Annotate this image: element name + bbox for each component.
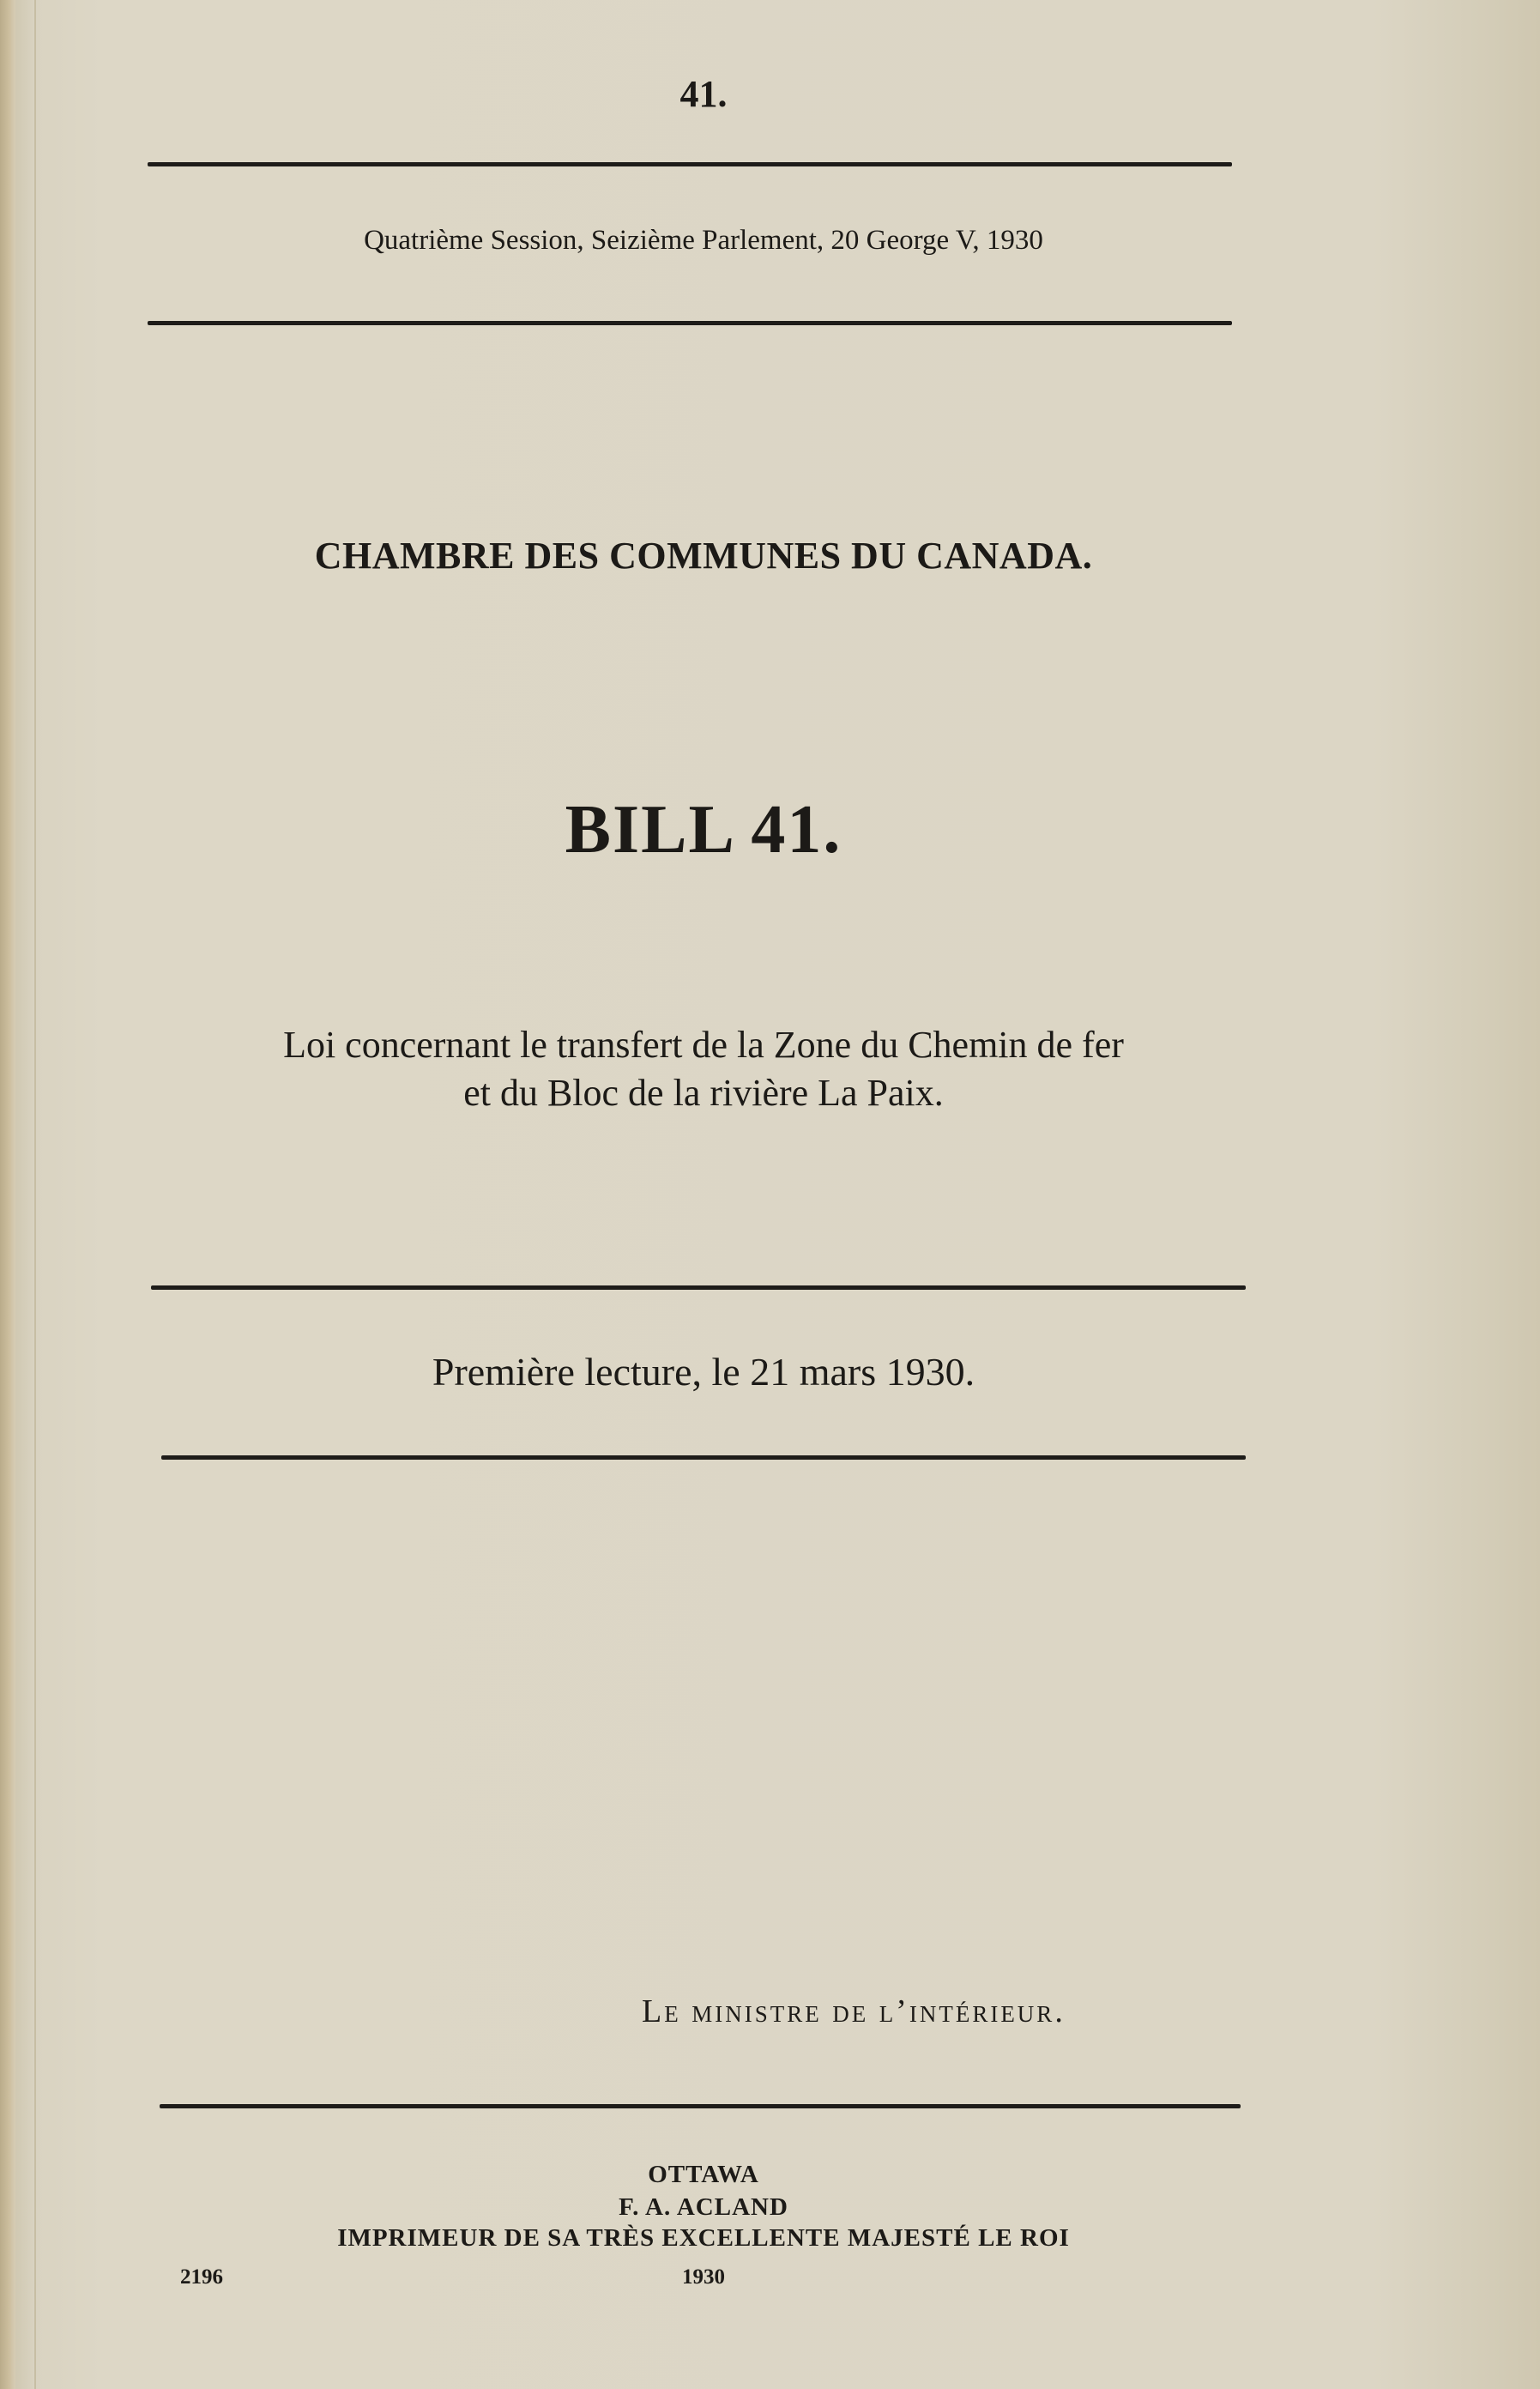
session-line: Quatrième Session, Seizième Parlement, 20 George V, 1930 bbox=[364, 225, 1043, 256]
bill-title-line-2: et du Bloc de la rivière La Paix. bbox=[463, 1072, 944, 1114]
print-code: 2196 bbox=[180, 2265, 223, 2289]
imprint-printer: F. A. ACLAND bbox=[619, 2193, 788, 2221]
imprint-printer-title: IMPRIMEUR DE SA TRÈS EXCELLENTE MAJESTÉ LE ROI bbox=[337, 2224, 1070, 2252]
reading-rule bbox=[161, 1455, 1246, 1460]
first-reading: Première lecture, le 21 mars 1930. bbox=[432, 1350, 975, 1394]
imprint-rule bbox=[160, 2104, 1241, 2108]
page-fold-line bbox=[34, 0, 36, 2389]
bill-title-line-1: Loi concernant le transfert de la Zone du Chemin de fer bbox=[283, 1024, 1124, 1066]
page-binding-edge bbox=[0, 0, 15, 2389]
page-number: 41. bbox=[679, 73, 728, 115]
show-through-text bbox=[197, 463, 214, 527]
print-year: 1930 bbox=[682, 2265, 725, 2289]
imprint-city: OTTAWA bbox=[648, 2161, 759, 2188]
title-rule bbox=[151, 1285, 1246, 1290]
bill-number: BILL 41. bbox=[565, 792, 842, 868]
top-rule bbox=[148, 162, 1232, 166]
sponsor-minister: Le ministre de l’intérieur. bbox=[642, 1993, 1066, 2029]
house-heading: CHAMBRE DES COMMUNES DU CANADA. bbox=[314, 535, 1093, 577]
bill-title bbox=[0, 1021, 1407, 1117]
session-rule bbox=[148, 321, 1232, 325]
